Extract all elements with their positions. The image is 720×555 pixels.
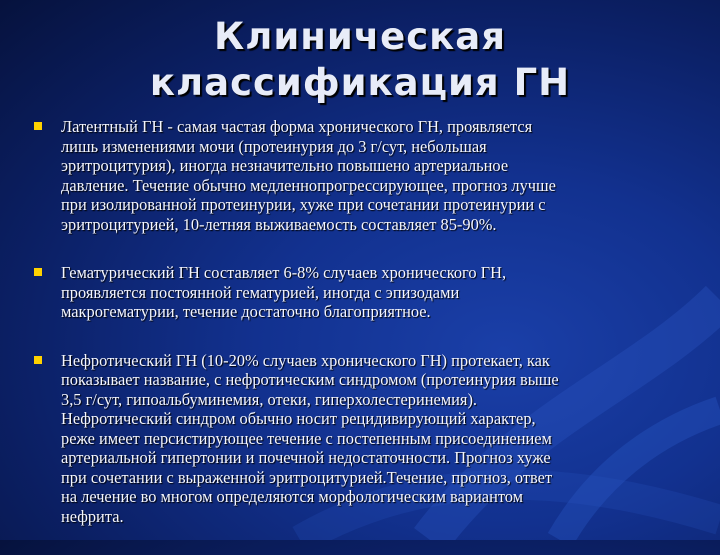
bullet-square-icon — [34, 268, 42, 276]
bullet-list — [34, 117, 694, 555]
bullet-square-icon — [34, 356, 42, 364]
bullet-item-hematuric — [34, 263, 694, 322]
title-line-1: Клиническая — [213, 15, 507, 58]
title-line-2: классификация ГН — [149, 61, 571, 104]
bullet-text: Латентный ГН - самая частая форма хронического ГН, проявляется лишь изменениями мочи (протеинурия до 3 г/сут, небольшая эритроцитурия), иногда незначительно повышено артериальное давление. Течение обычно медленнопрогрессирующее, прогноз лучше при изолированной протеинурии, хуже при сочетании протеинурии с эритроцитурией, 10-летняя выживаемость составляет 85-90%. — [61, 117, 556, 234]
bullet-square-icon — [34, 122, 42, 130]
bullet-text: Нефротический ГН (10-20% случаев хронического ГН) протекает, как показывает название, с нефротическим синдромом (протеинурия выше 3,5 г/сут, гипоальбуминемия, отеки, гиперхолестеринемия). Нефротический синдром обычно носит рецидивирующий характер, реже имеет персистирующее течение с постепенным присоединением артериальной гипертонии и почечной недостаточности. Прогноз хуже при сочетании с выраженной эритроцитурией.Течение, прогноз, ответ на лечение во многом определяются морфологическим вариантом нефрита. — [61, 350, 559, 526]
bullet-item-latent — [34, 117, 694, 234]
bullet-text: Гематурический ГН составляет 6-8% случаев хронического ГН, проявляется постоянной гематурией, иногда с эпизодами макрогематурии, течение достаточно благоприятное. — [61, 263, 507, 321]
slide-title — [0, 14, 720, 106]
bullet-item-nephrotic — [34, 351, 694, 527]
